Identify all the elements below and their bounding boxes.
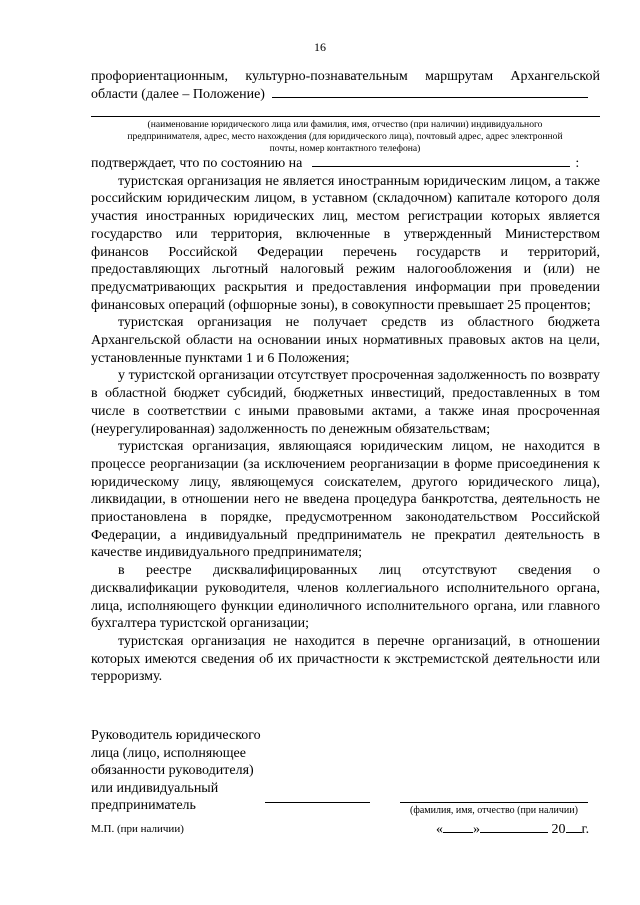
- signature-line-1: Руководитель юридического: [91, 728, 261, 743]
- applicant-name-blank: [272, 97, 588, 98]
- paragraph-not-reorganizing: туристская организация, являющаяся юридическим лицом, не находится в процессе реорганизации (за исключением реорганизации в форме присоединения к юридическому лицу, являющемуся соискателем, другого юридического лица), ликвидации, в отношении него не введена процедура банкротства, деятельность не приостановлена в порядке, предусмотренном законодательством Российской Федерации, а индивидуальный предприниматель не прекратил деятельность в качестве индивидуального предпринимателя;: [91, 439, 600, 561]
- applicant-underline: [91, 116, 600, 117]
- stamp-placeholder: М.П. (при наличии): [91, 823, 184, 835]
- full-name-caption: (фамилия, имя, отчество (при наличии): [410, 805, 578, 816]
- year-suffix: г.: [581, 822, 590, 837]
- month-blank: [480, 820, 548, 833]
- date-close-quote: »: [473, 822, 480, 837]
- date-line: [436, 820, 589, 838]
- paragraph-foreign-capital: туристская организация не является иностранным юридическим лицом, а также российским юридическим лицом, в уставном (складочном) капитале которого доля участия иностранных юридических лиц, местом регистрации которых является государство или территория, включенные в утвержденный Министерством финансов Российской Федерации перечень государств и территорий, предоставляющих льготный налоговый режим налогообложения и (или) не предусматривающих раскрытия и предоставления информации при проведении финансовых операций (офшорные зоны), в совокупности превышает 25 процентов;: [91, 173, 600, 313]
- year-prefix: 20: [551, 822, 566, 837]
- year-blank: [566, 820, 582, 833]
- page-number: 16: [314, 40, 326, 54]
- document-body: [91, 155, 600, 686]
- full-name-blank: [400, 802, 588, 803]
- signature-blank: [265, 802, 370, 803]
- signature-line-2: лица (лицо, исполняющее: [91, 745, 246, 761]
- day-blank: [443, 820, 473, 833]
- header-line-1: профориентационным, культурно-познавательным маршрутам Архангельской: [91, 69, 600, 84]
- date-open-quote: «: [436, 822, 443, 837]
- header-line-2: [91, 86, 600, 105]
- applicant-field-note: (наименование юридического лица или фамилия, имя, отчество (при наличии) индивидуального предпринимателя, адрес, место нахождения (для юридического лица), почтовый адрес, адрес электронной почты, номер контактного телефона): [127, 119, 563, 154]
- paragraph-no-overdue-debt: у туристской организации отсутствует просроченная задолженность по возврату в областной бюджет субсидий, бюджетных инвестиций, предоставленных в том числе в соответствии с иными правовыми актами, а также иная просроченная (неурегулированная) задолженность по денежным обязательствам;: [91, 368, 600, 437]
- signature-line-5: предприниматель: [91, 798, 196, 813]
- header-line-2-text: области (далее – Положение): [91, 87, 265, 102]
- confirm-date-blank: [312, 166, 570, 167]
- signature-line-3: обязанности руководителя): [91, 763, 254, 778]
- paragraph-no-budget-funds: туристская организация не получает средств из областного бюджета Архангельской области на основании иных нормативных правовых актов на цели, установленные пунктами 1 и 6 Положения;: [91, 315, 600, 366]
- confirm-line: подтверждает, что по состоянию на :: [91, 156, 580, 171]
- signature-line-4: или индивидуальный: [91, 780, 219, 796]
- paragraph-extremism-list: туристская организация не находится в перечне организаций, в отношении которых имеются сведения об их причастности к экстремистской деятельности или терроризму.: [91, 633, 600, 685]
- paragraph-disqualification-registry: в реестре дисквалифицированных лиц отсутствуют сведения о дисквалификации руководителя, членов коллегиального исполнительного органа, лица, исполняющего функции единоличного исполнительного органа, или главного бухгалтера туристской организации;: [91, 563, 600, 632]
- signature-block: [91, 727, 291, 815]
- confirm-text: подтверждает, что по состоянию на: [91, 156, 303, 171]
